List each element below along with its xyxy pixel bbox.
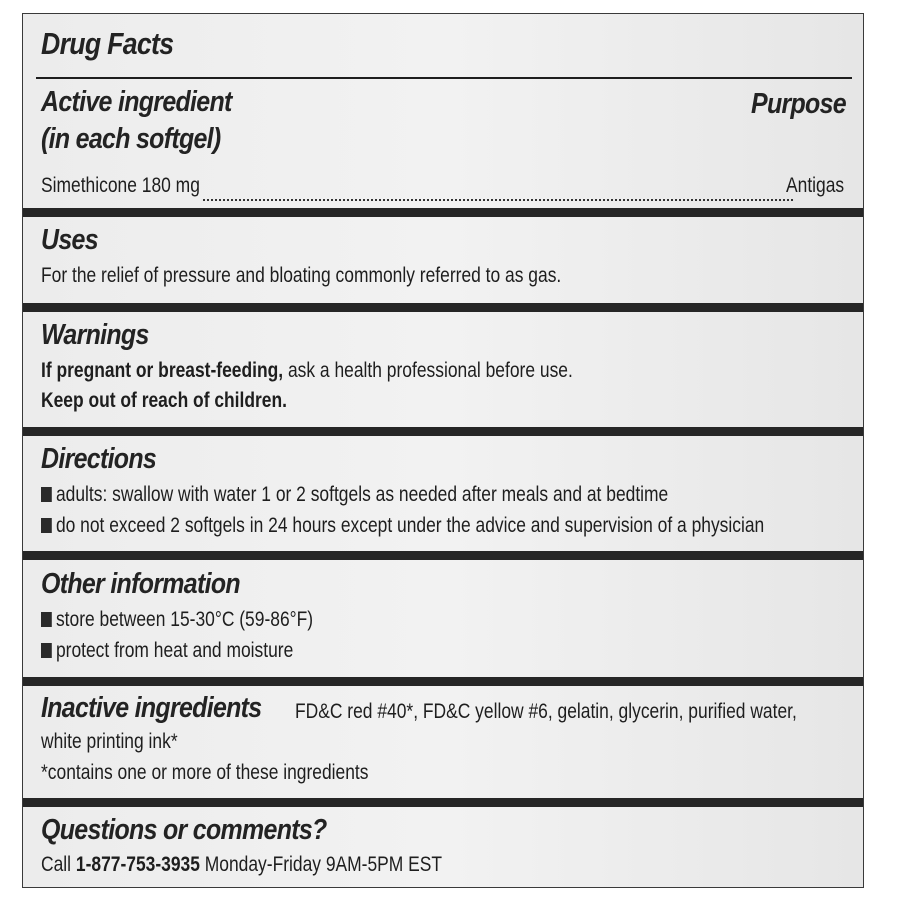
other-information-heading: Other information xyxy=(41,568,240,600)
inactive-ingredients-line1: FD&C red #40*, FD&C yellow #6, gelatin, glycerin, purified water, xyxy=(295,700,797,723)
other-information-item xyxy=(41,639,293,663)
section-divider xyxy=(23,208,863,217)
phone-number[interactable]: 1-877-753-3935 xyxy=(75,853,200,876)
warnings-pregnancy-bold: If pregnant or breast-feeding, xyxy=(41,359,284,382)
inactive-ingredients-heading: Inactive ingredients xyxy=(41,692,262,724)
bullet-square-icon xyxy=(41,518,52,533)
leader-dots xyxy=(203,189,793,201)
section-divider xyxy=(23,427,863,436)
purpose-heading: Purpose xyxy=(751,88,846,120)
section-divider xyxy=(23,677,863,686)
section-divider xyxy=(23,798,863,807)
bullet-square-icon xyxy=(41,487,52,502)
warnings-children: Keep out of reach of children. xyxy=(41,389,287,412)
warnings-pregnancy-text: ask a health professional before use. xyxy=(283,359,573,382)
bullet-square-icon xyxy=(41,643,52,658)
other-information-item-text: protect from heat and moisture xyxy=(55,639,294,662)
uses-heading: Uses xyxy=(41,224,98,256)
directions-item-text: adults: swallow with water 1 or 2 softgels as needed after meals and at bedtime xyxy=(55,483,669,506)
directions-item xyxy=(41,483,668,507)
questions-heading: Questions or comments? xyxy=(41,814,327,846)
other-information-item xyxy=(41,608,313,632)
section-divider xyxy=(23,551,863,560)
bullet-square-icon xyxy=(41,612,52,627)
drug-facts-panel xyxy=(22,13,864,888)
warnings-line1 xyxy=(41,359,573,383)
inactive-ingredients-footnote: *contains one or more of these ingredients xyxy=(41,761,369,784)
panel-title: Drug Facts xyxy=(41,26,174,61)
directions-item-text: do not exceed 2 softgels in 24 hours except under the advice and supervision of a physician xyxy=(55,514,765,537)
active-ingredient-heading: Active ingredient xyxy=(41,86,232,118)
active-ingredient-name: Simethicone 180 mg xyxy=(41,174,200,197)
directions-heading: Directions xyxy=(41,443,157,475)
inactive-ingredients-line2: white printing ink* xyxy=(41,730,178,753)
directions-item xyxy=(41,514,764,538)
contact-hours: Monday-Friday 9AM-5PM EST xyxy=(199,853,443,876)
active-ingredient-subheading: (in each softgel) xyxy=(41,123,221,155)
questions-contact xyxy=(41,853,442,877)
uses-text: For the relief of pressure and bloating commonly referred to as gas. xyxy=(41,264,562,287)
call-label: Call xyxy=(41,853,76,876)
section-divider xyxy=(23,303,863,312)
warnings-heading: Warnings xyxy=(41,319,149,351)
title-divider xyxy=(36,77,852,79)
active-ingredient-purpose: Antigas xyxy=(786,174,845,197)
other-information-item-text: store between 15-30°C (59-86°F) xyxy=(55,608,314,631)
